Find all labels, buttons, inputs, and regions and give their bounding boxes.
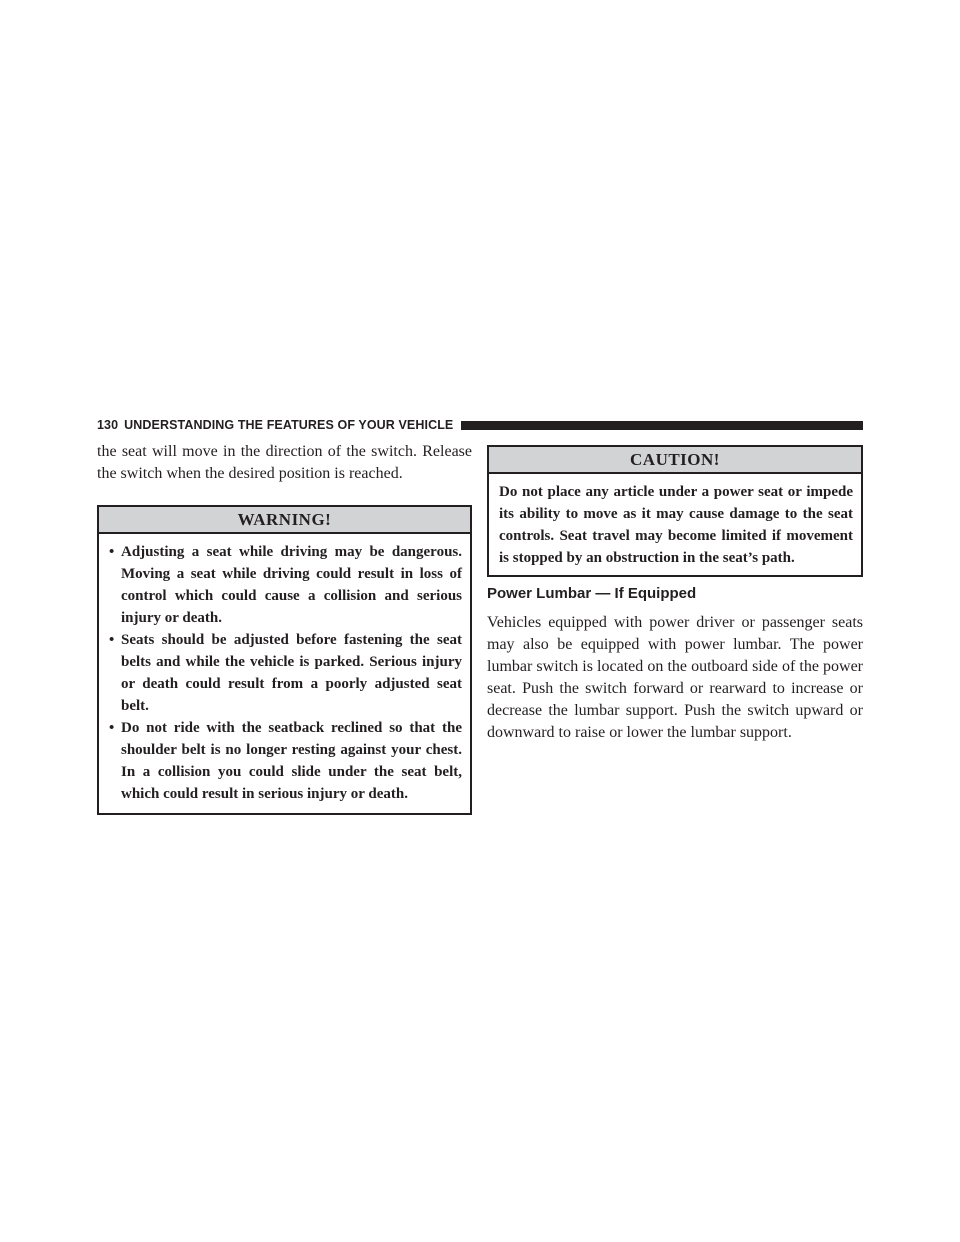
- caution-title: CAUTION!: [489, 447, 861, 474]
- warning-item: [109, 717, 462, 805]
- warning-title: WARNING!: [99, 507, 470, 534]
- page-number: 130: [97, 418, 119, 432]
- warning-list: [109, 541, 462, 805]
- intro-paragraph: the seat will move in the direction of the switch. Release the switch when the desired position is reached.: [97, 443, 472, 482]
- bullet-icon: •: [109, 544, 115, 560]
- warning-item: [109, 629, 462, 717]
- warning-box: [97, 505, 472, 815]
- caution-text: Do not place any article under a power seat or impede its ability to move as it may cause damage to the seat controls. Seat travel may become limited if movement is stopped by an obstruction in the seat’s path.: [499, 484, 853, 566]
- header-rule: [461, 421, 863, 430]
- lumbar-heading: Power Lumbar — If Equipped: [487, 585, 697, 602]
- lumbar-paragraph: Vehicles equipped with power driver or passenger seats may also be equipped with power lumbar. The power lumbar switch is located on the outboard side of the power seat. Push the switch forward or rearward to increase or decrease the lumbar support. Push the switch upward or downward to raise or lower the lumbar support.: [487, 614, 863, 741]
- bullet-icon: •: [109, 720, 115, 736]
- caution-box: [487, 445, 863, 577]
- warning-item-text: Do not ride with the seatback reclined so that the shoulder belt is no longer resting against your chest. In a collision you could slide under the seat belt, which could result in serious injury or death.: [121, 720, 462, 802]
- left-column: [97, 441, 472, 815]
- bullet-icon: •: [109, 632, 115, 648]
- warning-item: [109, 541, 462, 629]
- section-title: UNDERSTANDING THE FEATURES OF YOUR VEHICLE: [124, 418, 454, 432]
- caution-body: [489, 474, 861, 575]
- page-header: [97, 418, 863, 432]
- warning-item-text: Adjusting a seat while driving may be dangerous. Moving a seat while driving could result in loss of control which could cause a collision and serious injury or death.: [121, 544, 462, 626]
- right-column: [487, 445, 863, 744]
- warning-item-text: Seats should be adjusted before fastening the seat belts and while the vehicle is parked. Serious injury or death could result from a poorly adjusted seat belt.: [121, 632, 462, 714]
- warning-body: [99, 534, 470, 813]
